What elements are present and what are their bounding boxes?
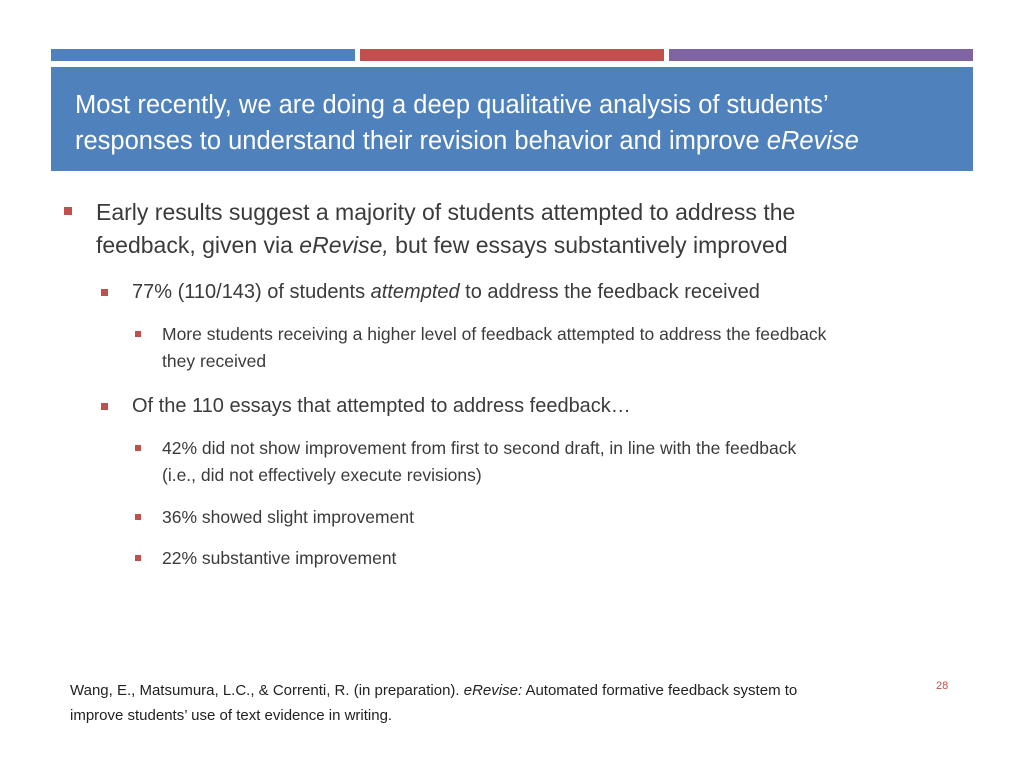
title-line-1: Most recently, we are doing a deep qualitative analysis of students’ bbox=[75, 91, 829, 119]
bullet-square-icon bbox=[135, 555, 141, 561]
title-line-2-text: responses to understand their revision behavior and improve bbox=[75, 127, 767, 155]
bullet-42-percent-line-1: 42% did not show improvement from first to second draft, in line with the feedback bbox=[162, 438, 797, 458]
header-bar-blue bbox=[51, 49, 355, 61]
bullet-of-the-110 bbox=[132, 392, 972, 420]
bullet-22-percent bbox=[162, 545, 962, 572]
header-color-bars bbox=[51, 49, 973, 61]
header-bar-red bbox=[360, 49, 664, 61]
bullet-of-the-110-text: Of the 110 essays that attempted to address feedback… bbox=[132, 395, 631, 417]
bullet-more-students-line-1: More students receiving a higher level of feedback attempted to address the feedback bbox=[162, 324, 827, 344]
bullet-more-students-line-2: they received bbox=[162, 351, 267, 371]
bullet-early-results bbox=[96, 196, 956, 262]
bullet-36-percent-text: 36% showed slight improvement bbox=[162, 507, 414, 527]
title-line-2 bbox=[75, 123, 949, 159]
bullet-36-percent bbox=[162, 504, 962, 531]
citation bbox=[70, 678, 950, 728]
bullet-77-percent-attempted: attempted bbox=[370, 281, 460, 303]
title-erevise: eRevise bbox=[766, 127, 859, 155]
bullet-square-icon bbox=[64, 207, 72, 215]
bullet-77-percent-prefix: 77% (110/143) of students bbox=[132, 281, 371, 303]
citation-erevise: eRevise: bbox=[463, 682, 523, 699]
bullet-early-results-erevise: eRevise, bbox=[299, 232, 389, 258]
citation-authors: Wang, E., Matsumura, L.C., & Correnti, R. (in preparation). bbox=[70, 682, 464, 699]
citation-line-1 bbox=[70, 678, 950, 703]
bullet-square-icon bbox=[135, 331, 141, 337]
bullet-square-icon bbox=[135, 445, 141, 451]
bullet-square-icon bbox=[135, 514, 141, 520]
bullet-early-results-line-2 bbox=[96, 229, 956, 262]
citation-line-2: improve students’ use of text evidence in writing. bbox=[70, 707, 393, 724]
bullet-42-percent bbox=[162, 435, 962, 489]
bullet-77-percent-suffix: to address the feedback received bbox=[459, 281, 760, 303]
bullet-early-results-suffix: but few essays substantively improved bbox=[388, 232, 788, 258]
bullet-42-percent-line-2: (i.e., did not effectively execute revisions) bbox=[162, 465, 482, 485]
bullet-77-percent bbox=[132, 278, 972, 306]
bullet-early-results-line-1: Early results suggest a majority of students attempted to address the bbox=[96, 199, 796, 225]
bullet-22-percent-text: 22% substantive improvement bbox=[162, 548, 397, 568]
citation-title-part: Automated formative feedback system to bbox=[522, 682, 798, 699]
bullet-square-icon bbox=[101, 289, 108, 296]
header-bar-purple bbox=[669, 49, 973, 61]
slide-title bbox=[51, 67, 973, 171]
bullet-early-results-prefix: feedback, given via bbox=[96, 232, 300, 258]
bullet-square-icon bbox=[101, 403, 108, 410]
page-number: 28 bbox=[936, 680, 949, 692]
bullet-more-students bbox=[162, 321, 962, 375]
